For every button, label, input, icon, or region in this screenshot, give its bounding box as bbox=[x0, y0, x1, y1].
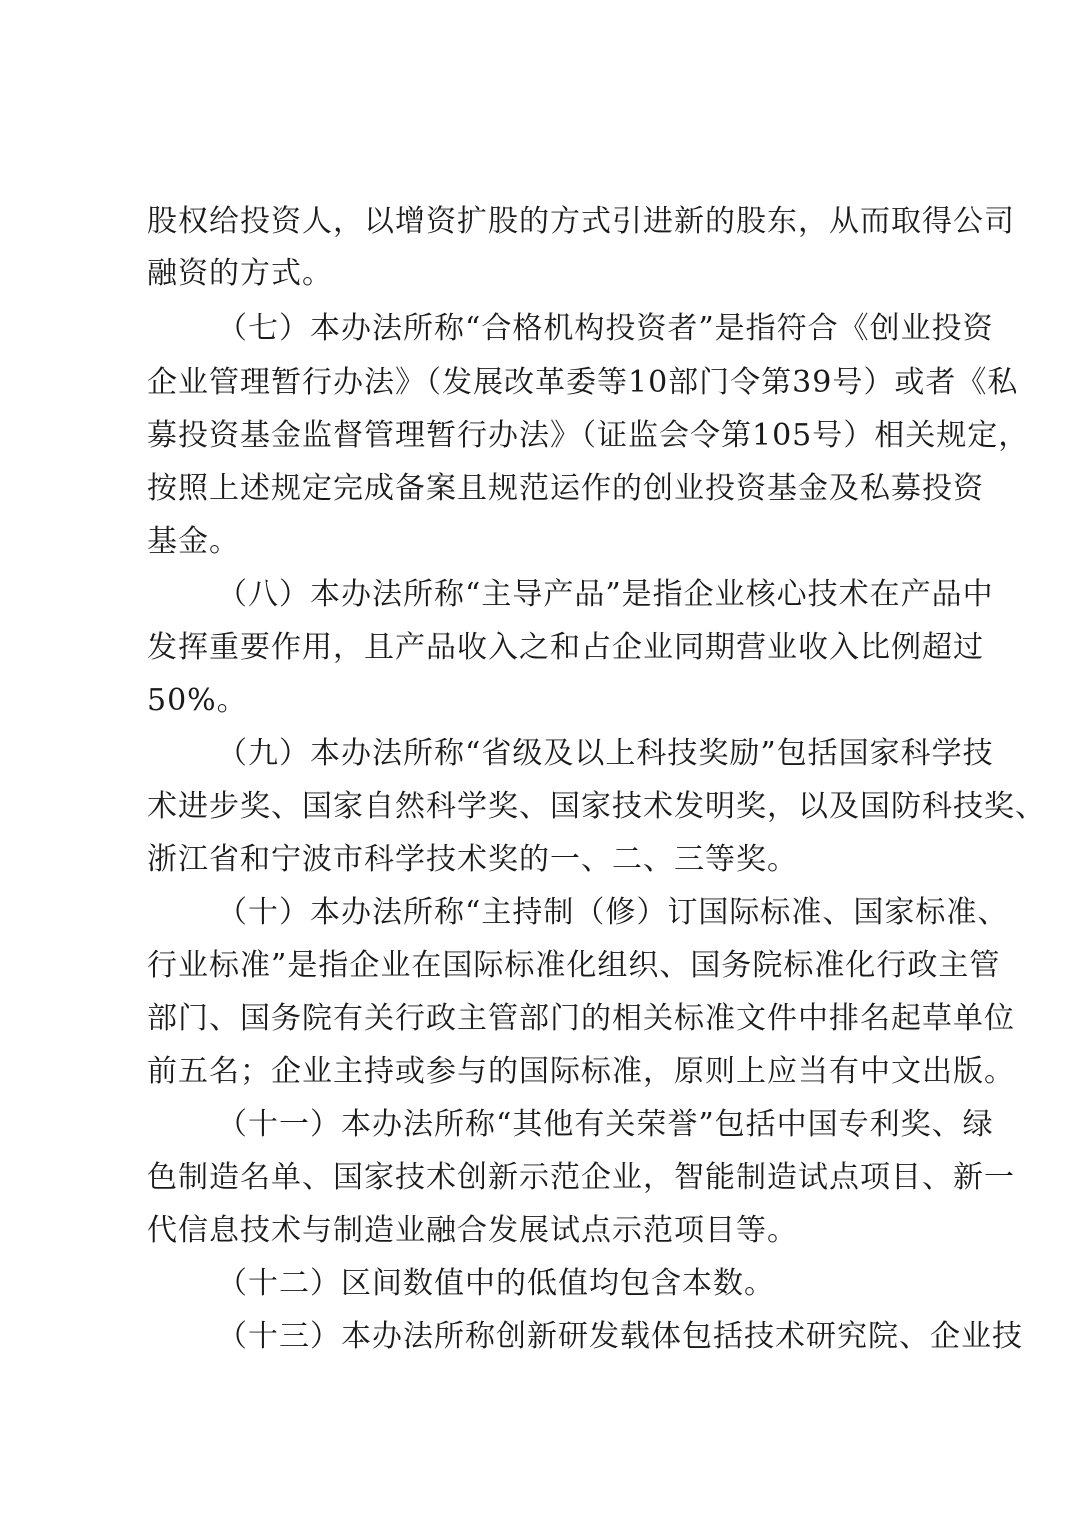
paragraph-11-line-2: 色制造名单、国家技术创新示范企业，智能制造试点项目、新一 bbox=[147, 1160, 1015, 1195]
paragraph-9-line-3: 浙江省和宁波市科学技术奖的一、二、三等奖。 bbox=[147, 842, 798, 877]
paragraph-10-line-3: 部门、国务院有关行政主管部门的相关标准文件中排名起草单位 bbox=[147, 1001, 1015, 1036]
paragraph-7-line-2: 企业管理暂行办法》（发展改革委等10部门令第39号）或者《私 bbox=[147, 365, 1019, 400]
paragraph-7-line-3: 募投资基金监督管理暂行办法》（证监会令第105号）相关规定， bbox=[147, 418, 1030, 453]
paragraph-7-line-1: （七）本办法所称“合格机构投资者”是指符合《创业投资 bbox=[217, 311, 994, 346]
paragraph-10-line-2: 行业标准”是指企业在国际标准化组织、国务院标准化行政主管 bbox=[147, 948, 1001, 983]
paragraph-12-line-1: （十二）区间数值中的低值均包含本数。 bbox=[217, 1266, 775, 1301]
paragraph-10-line-4: 前五名；企业主持或参与的国际标准，原则上应当有中文出版。 bbox=[147, 1054, 1015, 1089]
paragraph-11-line-3: 代信息技术与制造业融合发展试点示范项目等。 bbox=[147, 1213, 798, 1248]
paragraph-7-line-5: 基金。 bbox=[147, 524, 240, 559]
paragraph-8-line-1: （八）本办法所称“主导产品”是指企业核心技术在产品中 bbox=[217, 577, 994, 612]
paragraph-6-line-1: 股权给投资人，以增资扩股的方式引进新的股东，从而取得公司 bbox=[147, 204, 1015, 239]
paragraph-6-line-2: 融资的方式。 bbox=[147, 256, 333, 291]
paragraph-9-line-1: （九）本办法所称“省级及以上科技奖励”包括国家科学技 bbox=[217, 736, 994, 771]
paragraph-7-line-4: 按照上述规定完成备案且规范运作的创业投资基金及私募投资 bbox=[147, 471, 984, 506]
paragraph-8-line-2: 发挥重要作用，且产品收入之和占企业同期营业收入比例超过 bbox=[147, 630, 984, 665]
paragraph-11-line-1: （十一）本办法所称“其他有关荣誉”包括中国专利奖、绿 bbox=[217, 1107, 994, 1142]
paragraph-13-line-1: （十三）本办法所称创新研发载体包括技术研究院、企业技 bbox=[217, 1319, 1023, 1354]
paragraph-10-line-1: （十）本办法所称“主持制（修）订国际标准、国家标准、 bbox=[217, 895, 1009, 930]
paragraph-9-line-2: 术进步奖、国家自然科学奖、国家技术发明奖，以及国防科技奖、 bbox=[147, 789, 1046, 824]
paragraph-8-line-3: 50%。 bbox=[147, 683, 248, 718]
